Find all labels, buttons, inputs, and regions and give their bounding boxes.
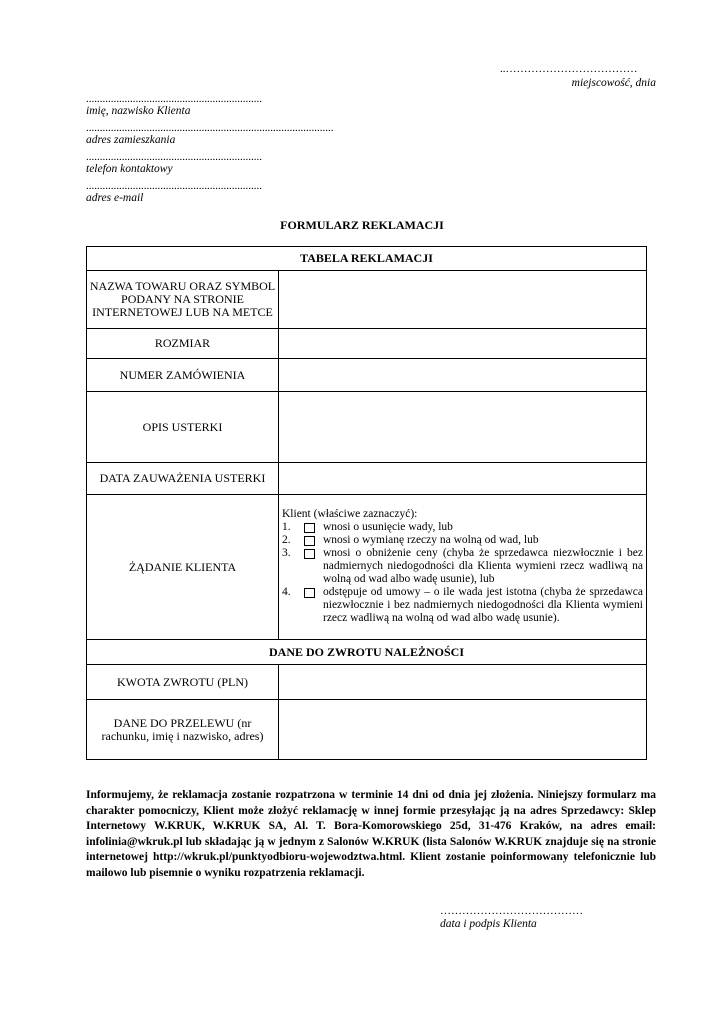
option-number: 3.	[282, 547, 291, 559]
size-field[interactable]	[279, 329, 647, 359]
option-text: wnosi o obniżenie ceny (chyba że sprzedawca niezwłocznie i bez nadmiernych niedogodności dla Klienta wymieni rzecz wadliwą na wolną od wad albo wadę usunie), lub	[323, 547, 643, 585]
option-text: odstępuje od umowy – o ile wada jest istotna (chyba że sprzedawca niezwłocznie i bez nadmiernych niedogodności dla Klienta wymieni rzecz wadliwą na wolną od wad albo wadę usunie).	[323, 586, 643, 624]
demand-option-3[interactable]	[282, 547, 643, 586]
client-demand-label: ŻĄDANIE KLIENTA	[87, 495, 279, 640]
demand-option-1[interactable]	[282, 521, 643, 534]
place-date-dots: ..………………………………	[500, 63, 638, 75]
client-phone-label: telefon kontaktowy	[86, 163, 173, 175]
info-paragraph: Informujemy, że reklamacja zostanie rozpatrzona w terminie 14 dni od dnia jej złożenia. Niniejszy formularz ma charakter pomocniczy, Klient może złożyć reklamację w innej formie przesyłając ją na adres Sprzedawcy: Sklep Internetowy W.KRUK, W.KRUK SA, Al. T. Bora-Komorowskiego 25d, 31-476 Kraków, na adres email: infolinia@wkruk.pl lub składając ją w jednym z Salonów W.KRUK (lista Salonów W.KRUK znajduje się na stronie internetowej http://wkruk.pl/punktyodbioru-wojewodztwa.html. Klient zostanie poinformowany telefonicznie lub mailowo lub pisemnie o wyniku rozpatrzenia reklamacji.	[86, 789, 656, 879]
table-header: TABELA REKLAMACJI	[87, 247, 647, 271]
defect-date-label: DATA ZAUWAŻENIA USTERKI	[87, 463, 279, 495]
option-number: 1.	[282, 521, 291, 533]
order-number-field[interactable]	[279, 359, 647, 392]
client-phone-dots[interactable]: ................................................................	[86, 151, 262, 163]
option-number: 2.	[282, 534, 291, 546]
refund-amount-label: KWOTA ZWROTU (PLN)	[87, 665, 279, 700]
product-name-label: NAZWA TOWARU ORAZ SYMBOL PODANY NA STRONIE INTERNETOWEJ LUB NA METCE	[87, 271, 279, 329]
place-date-label: miejscowość, dnia	[571, 77, 656, 89]
signature-dots[interactable]: …………………………………	[440, 905, 583, 917]
defect-date-field[interactable]	[279, 463, 647, 495]
signature-label: data i podpis Klienta	[440, 918, 537, 930]
defect-description-label: OPIS USTERKI	[87, 392, 279, 463]
refund-header: DANE DO ZWROTU NALEŻNOŚCI	[87, 640, 647, 665]
client-address-label: adres zamieszkania	[86, 134, 176, 146]
demand-option-4[interactable]	[282, 586, 643, 625]
product-name-field[interactable]	[279, 271, 647, 329]
client-name-dots[interactable]: ................................................................	[86, 93, 262, 105]
demand-intro: Klient (właściwe zaznaczyć):	[282, 508, 418, 520]
defect-description-field[interactable]	[279, 392, 647, 463]
option-number: 4.	[282, 586, 291, 598]
checkbox-icon[interactable]	[304, 549, 315, 559]
client-address-dots[interactable]: ..........................................................................................	[86, 122, 334, 134]
size-label: ROZMIAR	[87, 329, 279, 359]
client-email-label: adres e-mail	[86, 192, 144, 204]
transfer-details-field[interactable]	[279, 700, 647, 760]
order-number-label: NUMER ZAMÓWIENIA	[87, 359, 279, 392]
client-demand-options	[279, 495, 647, 640]
checkbox-icon[interactable]	[304, 588, 315, 598]
complaint-table	[86, 246, 647, 760]
option-text: wnosi o usunięcie wady, lub	[323, 521, 453, 533]
client-name-label: imię, nazwisko Klienta	[86, 105, 191, 117]
refund-amount-field[interactable]	[279, 665, 647, 700]
form-title: FORMULARZ REKLAMACJI	[280, 218, 444, 232]
transfer-details-label: DANE DO PRZELEWU (nr rachunku, imię i nazwisko, adres)	[87, 700, 279, 760]
client-email-dots[interactable]: ................................................................	[86, 180, 262, 192]
checkbox-icon[interactable]	[304, 523, 315, 533]
option-text: wnosi o wymianę rzeczy na wolną od wad, lub	[323, 534, 539, 546]
demand-option-2[interactable]	[282, 534, 643, 547]
checkbox-icon[interactable]	[304, 536, 315, 546]
